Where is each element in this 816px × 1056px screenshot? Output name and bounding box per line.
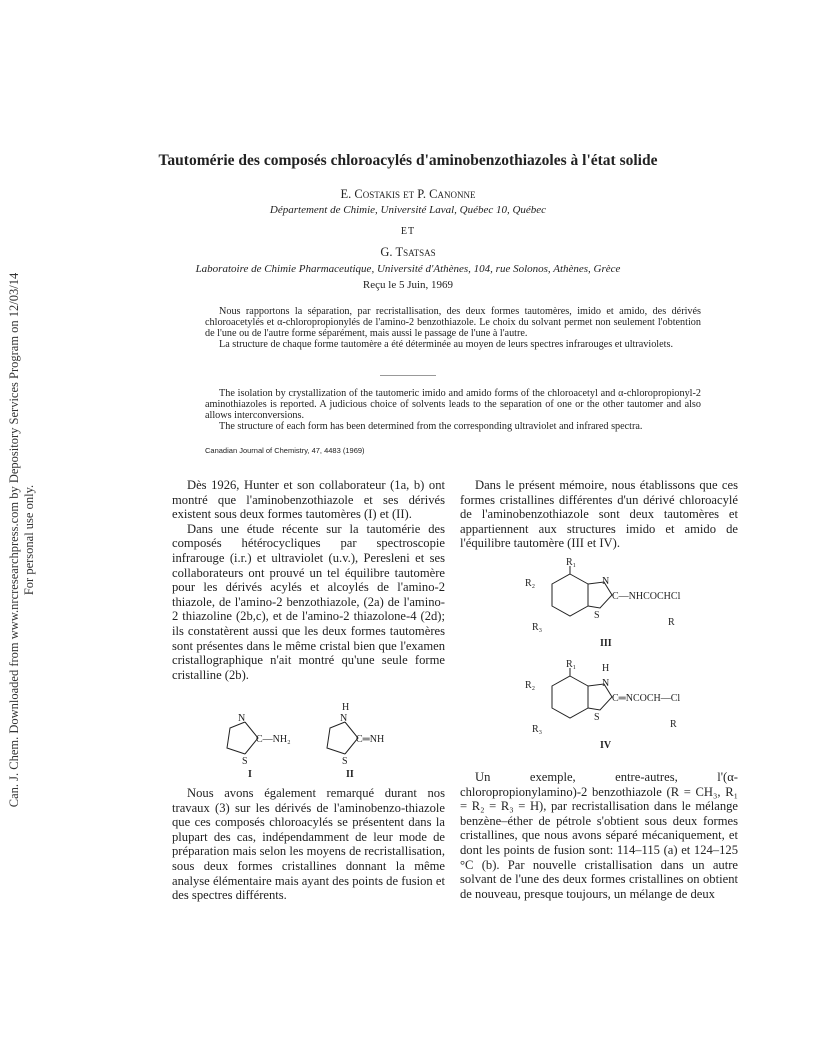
structures-I-II <box>200 702 420 782</box>
structure-III-group: C—NHCOCHCl <box>612 591 681 602</box>
structure-III-label: III <box>600 638 612 649</box>
structure-IV-R1: R₁ <box>566 659 577 670</box>
abstract-english-p1: The isolation by crystallization of the tautomeric imido and amido forms of the chloroacetyl and α-chloropropionyl-2 aminothiazoles is reported. A judicious choice of solvents leads to the separation of one or the other tautomer and also allows interconversions. <box>205 388 701 421</box>
left-paragraph-2: Dans une étude récente sur la tautomérie des composés hétérocycliques par spectroscopie infrarouge (i.r.) et ultraviolet (u.v.), Peresleni et ses collaborateurs ont prouvé un tel équilibre tautomère pour les dérivés acylés et alcoylés de l'amino-2 thiazole, de l'amino-2 benzothiazole, (2a) de l'amino-2 thiazoline (2b,c), et de l'amino-2 thiazolone-4 (2d); ils constatèrent aussi que les deux formes tautomères sont présentes dans le même cristal bien que l'examen cristallographique n'ait montré qu'une seule forme cristalline (2b). <box>172 521 445 682</box>
structure-II-group: C═NH <box>356 734 385 745</box>
authors-primary: E. Costakis et P. Canonne <box>340 187 476 201</box>
abstract-french-p1: Nous rapportons la séparation, par recristallisation, des deux formes tautomères, imido et amido, des dérivés chloroacetylés et α-chloropropionylés de l'amino-2 benzothiazole. Le choix du solvant permet non seulement l'obtention de l'une ou de l'autre forme séparément, mais aussi le passage de l'une à l'autre. <box>205 306 701 339</box>
journal-citation: Canadian Journal of Chemistry, 47, 4483 (1969) <box>205 446 365 455</box>
structure-III-R1: R₁ <box>566 557 577 568</box>
structure-II-H: H <box>342 702 350 713</box>
structure-IV-S: S <box>594 712 600 723</box>
right-paragraph-2: Un exemple, entre-autres, l'(α-chloropropionylamino)-2 benzothiazole (R = CH₃, R₁ = R₂ = R₃ = H), par recristallisation dans le mélange benzène–éther de pétrole s'obtient sous deux formes cristallines, que nous avons séparé mécaniquement, et dont les points de fusion sont: 114–115 (a) et 124–125 °C (b). Par nouvelle cristallisation dans un autre solvant de l'une des deux formes cristallines on obtient de nouveau, presque toujours, un mélange de deux <box>460 770 738 901</box>
structure-II-ring-left <box>327 722 345 754</box>
right-column-bottom <box>460 770 738 901</box>
structure-III-S: S <box>594 610 600 621</box>
structure-IV-label: IV <box>600 740 612 751</box>
structure-III <box>525 557 681 649</box>
structure-IV-benzene <box>552 676 588 718</box>
abstract-divider <box>380 375 436 376</box>
structure-IV-R3: R₃ <box>532 724 543 735</box>
structures-III-IV <box>520 556 720 756</box>
abstract-english <box>205 388 701 432</box>
structure-I-label: I <box>248 769 252 780</box>
right-column-top <box>460 478 738 551</box>
left-column-top <box>172 478 445 682</box>
authors-secondary: G. Tsatsas <box>380 245 436 259</box>
received-date: Reçu le 5 Juin, 1969 <box>362 279 454 291</box>
structure-III-R2: R₂ <box>525 578 536 589</box>
abstract-french-p2: La structure de chaque forme tautomère a été déterminée au moyen de leurs spectres infrarouges et ultraviolets. <box>219 339 673 350</box>
affiliation-laval: Département de Chimie, Université Laval, Québec 10, Québec <box>269 204 547 216</box>
right-paragraph-1: Dans le présent mémoire, nous établissons que ces formes cristallines différentes d'un dérivé chloroacylé de l'aminobenzothiazole sont deux tautomères et appartiennent aux structures imido et amido de l'équilibre tautomère (III et IV). <box>460 478 738 551</box>
structure-IV-group: C═NCOCH—Cl <box>612 693 681 704</box>
left-column-bottom <box>172 786 445 903</box>
structure-I-S: S <box>242 756 248 767</box>
download-notice-line2: For personal use only. <box>22 484 36 596</box>
structure-I-N: N <box>238 713 246 724</box>
structure-II <box>327 702 384 780</box>
structure-IV <box>525 659 680 751</box>
structure-III-R3: R₃ <box>532 622 543 633</box>
structure-I <box>227 713 291 780</box>
abstract-english-p2: The structure of each form has been determined from the corresponding ultraviolet and infrared spectra. <box>219 421 643 432</box>
structure-II-N: N <box>340 713 348 724</box>
structure-IV-R: R <box>670 719 677 730</box>
authors-separator: ET <box>400 226 416 237</box>
download-notice <box>0 240 44 840</box>
abstract-french <box>205 306 701 350</box>
structure-II-label: II <box>346 769 354 780</box>
structure-IV-R2: R₂ <box>525 680 536 691</box>
article-title: Tautomérie des composés chloroacylés d'aminobenzothiazoles à l'état solide <box>158 152 658 169</box>
download-notice-text <box>7 273 37 808</box>
affiliation-athens: Laboratoire de Chimie Pharmaceutique, Université d'Athènes, 104, rue Solonos, Athènes, Grèce <box>195 263 621 275</box>
left-paragraph-1: Dès 1926, Hunter et son collaborateur (1a, b) ont montré que l'aminobenzothiazole et ses dérivés existent sous deux formes tautomères (I) et (II). <box>172 478 445 522</box>
structure-III-N: N <box>602 576 610 587</box>
download-notice-line1: Can. J. Chem. Downloaded from www.nrcresearchpress.com by Depository Services Program on 12/03/14 <box>7 272 21 808</box>
structure-III-benzene <box>552 574 588 616</box>
structure-I-ring-left <box>227 722 245 754</box>
structure-IV-H: H <box>602 663 610 674</box>
structure-I-group: C—NH₂ <box>256 734 291 745</box>
structure-IV-N: N <box>602 678 610 689</box>
structure-III-R: R <box>668 617 675 628</box>
structure-II-S: S <box>342 756 348 767</box>
left-paragraph-3: Nous avons également remarqué durant nos travaux (3) sur les dérivés de l'aminobenzo-thiazole que ces composés chloroacylés se présentent dans la plupart des cas, indépendamment de leur mode de préparation mais selon les moyens de recristallisation, sous deux formes cristallines donnant la même analyse élémentaire mais ayant des points de fusion et des spectres différents. <box>172 786 445 903</box>
